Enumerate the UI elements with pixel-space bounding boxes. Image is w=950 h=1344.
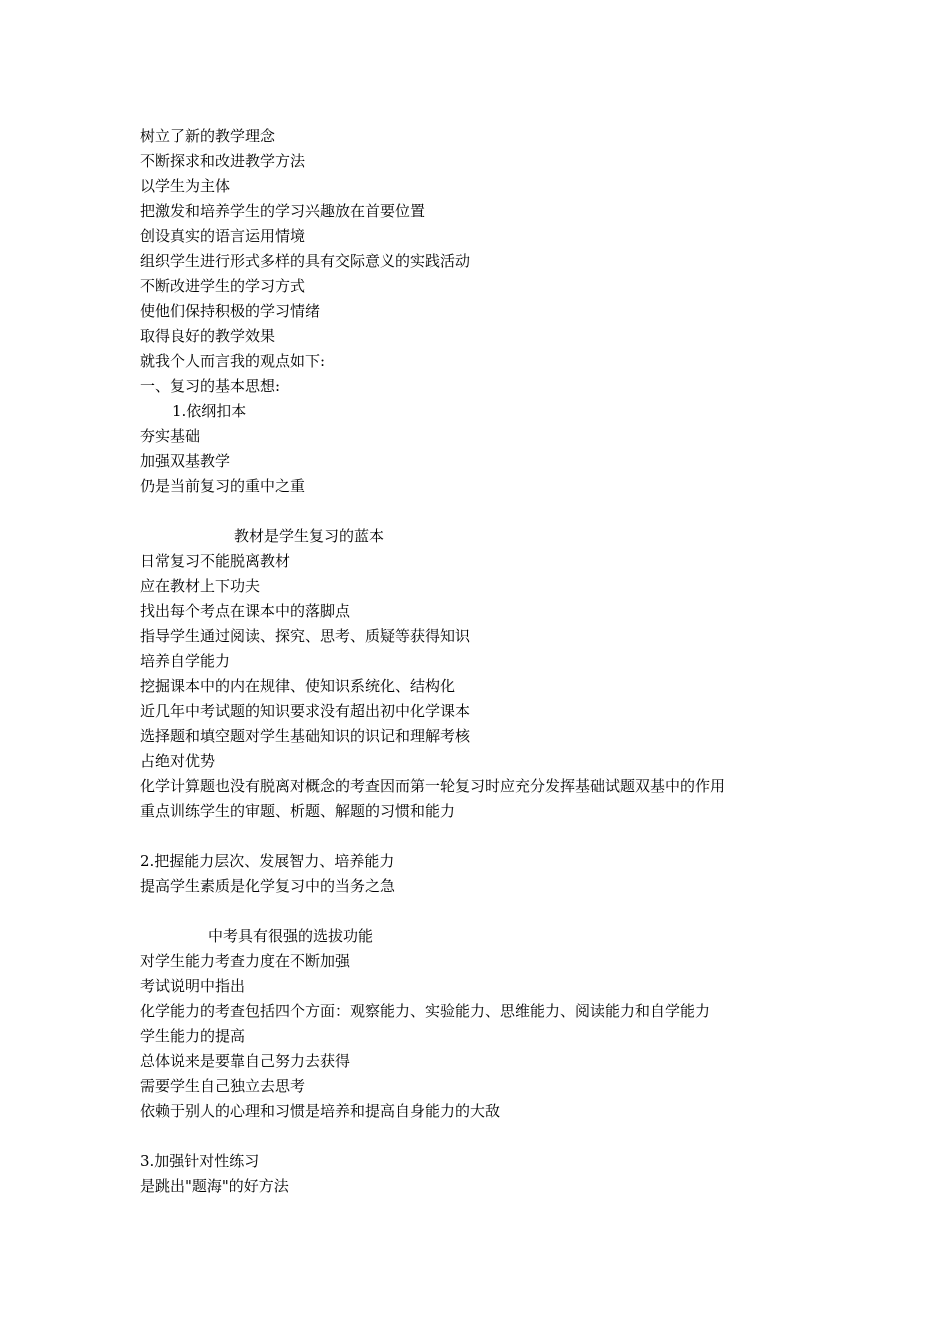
text-line: 总体说来是要靠自己努力去获得 bbox=[140, 1052, 351, 1070]
text-line: 夯实基础 bbox=[140, 427, 201, 445]
subsection-heading: 2.把握能力层次、发展智力、培养能力 bbox=[140, 852, 395, 870]
text-line: 应在教材上下功夫 bbox=[140, 577, 261, 595]
paragraph-gap bbox=[140, 899, 840, 924]
paragraph-gap bbox=[140, 824, 840, 849]
subsection-heading: 1.依纲扣本 bbox=[172, 402, 247, 420]
text-line: 对学生能力考查力度在不断加强 bbox=[140, 952, 351, 970]
text-line: 把激发和培养学生的学习兴趣放在首要位置 bbox=[140, 202, 426, 220]
text-line: 学生能力的提高 bbox=[140, 1027, 246, 1045]
text-line: 占绝对优势 bbox=[140, 752, 216, 770]
text-line: 创设真实的语言运用情境 bbox=[140, 227, 306, 245]
text-line: 中考具有很强的选拔功能 bbox=[208, 927, 374, 945]
text-line: 考试说明中指出 bbox=[140, 977, 246, 995]
text-line: 需要学生自己独立去思考 bbox=[140, 1077, 306, 1095]
text-line: 教材是学生复习的蓝本 bbox=[234, 527, 385, 545]
text-line: 日常复习不能脱离教材 bbox=[140, 552, 291, 570]
paragraph-gap bbox=[140, 1124, 840, 1149]
text-line: 培养自学能力 bbox=[140, 652, 231, 670]
text-line: 重点训练学生的审题、析题、解题的习惯和能力 bbox=[140, 802, 456, 820]
section-heading: 一、复习的基本思想: bbox=[140, 377, 281, 395]
text-line: 不断探求和改进教学方法 bbox=[140, 152, 306, 170]
text-line: 不断改进学生的学习方式 bbox=[140, 277, 306, 295]
text-line: 提高学生素质是化学复习中的当务之急 bbox=[140, 877, 396, 895]
text-line: 取得良好的教学效果 bbox=[140, 327, 276, 345]
text-line: 树立了新的教学理念 bbox=[140, 127, 276, 145]
text-line: 化学计算题也没有脱离对概念的考查因而第一轮复习时应充分发挥基础试题双基中的作用 bbox=[140, 777, 726, 795]
subsection-heading: 3.加强针对性练习 bbox=[140, 1152, 260, 1170]
text-line: 仍是当前复习的重中之重 bbox=[140, 477, 306, 495]
text-line: 以学生为主体 bbox=[140, 177, 231, 195]
text-line: 依赖于别人的心理和习惯是培养和提高自身能力的大敌 bbox=[140, 1102, 501, 1120]
text-line: 挖掘课本中的内在规律、使知识系统化、结构化 bbox=[140, 677, 456, 695]
text-line: 指导学生通过阅读、探究、思考、质疑等获得知识 bbox=[140, 627, 471, 645]
text-line: 加强双基教学 bbox=[140, 452, 231, 470]
text-line: 就我个人而言我的观点如下: bbox=[140, 352, 326, 370]
document-body bbox=[140, 124, 840, 1199]
paragraph-gap bbox=[140, 499, 840, 524]
text-line: 是跳出"题海"的好方法 bbox=[140, 1177, 289, 1195]
text-line: 选择题和填空题对学生基础知识的识记和理解考核 bbox=[140, 727, 471, 745]
text-line: 找出每个考点在课本中的落脚点 bbox=[140, 602, 351, 620]
text-line: 化学能力的考查包括四个方面：观察能力、实验能力、思维能力、阅读能力和自学能力 bbox=[140, 1002, 711, 1020]
text-line: 组织学生进行形式多样的具有交际意义的实践活动 bbox=[140, 252, 471, 270]
text-line: 使他们保持积极的学习情绪 bbox=[140, 302, 321, 320]
text-line: 近几年中考试题的知识要求没有超出初中化学课本 bbox=[140, 702, 471, 720]
